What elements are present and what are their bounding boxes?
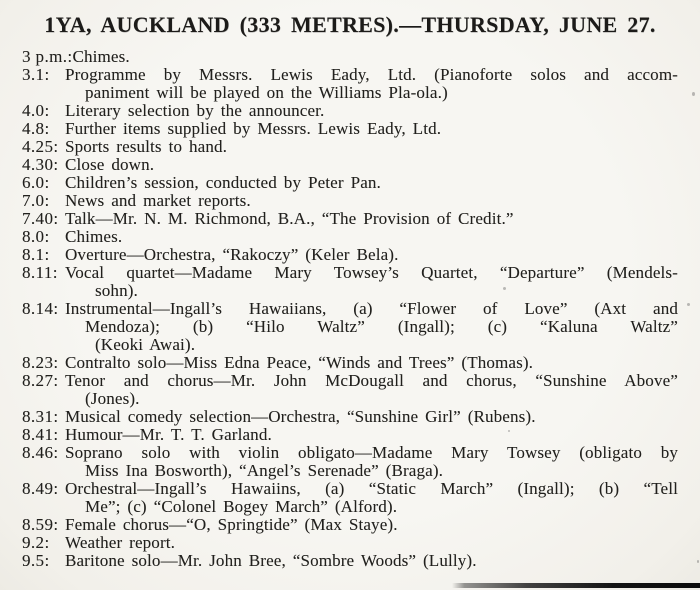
entry-description bbox=[65, 300, 678, 354]
entry-line: Baritone solo—Mr. John Bree, “Sombre Woods” (Lully). bbox=[65, 551, 477, 570]
entry-description bbox=[65, 138, 678, 156]
entry-time: 8.46: bbox=[22, 443, 59, 462]
entry-time: 7.0: bbox=[22, 191, 50, 210]
ink-speck bbox=[508, 430, 510, 432]
programme-entry bbox=[22, 300, 678, 354]
entry-description bbox=[65, 480, 678, 516]
entry-description bbox=[65, 372, 678, 408]
entry-description bbox=[65, 156, 678, 174]
entry-description bbox=[65, 66, 678, 102]
entry-time: 9.2: bbox=[22, 533, 50, 552]
programme-entry bbox=[22, 426, 678, 444]
entry-time: 7.40: bbox=[22, 209, 59, 228]
ink-speck bbox=[697, 560, 699, 563]
entry-line: (Keoki Awai). bbox=[95, 335, 196, 354]
programme-entry bbox=[22, 408, 678, 426]
entry-description bbox=[65, 210, 678, 228]
entry-line: Chimes. bbox=[65, 227, 123, 246]
entry-line: Programme by Messrs. Lewis Eady, Ltd. (Pianoforte solos and accom- bbox=[65, 65, 678, 84]
entry-description bbox=[65, 192, 678, 210]
programme-entry bbox=[22, 102, 678, 120]
entry-time: 3.1: bbox=[22, 65, 50, 84]
entry-time: 8.14: bbox=[22, 299, 59, 318]
entry-time: 8.27: bbox=[22, 371, 59, 390]
programme-entry bbox=[22, 354, 678, 372]
entry-line: Literary selection by the announcer. bbox=[65, 101, 325, 120]
entry-description bbox=[65, 408, 678, 426]
entry-time: 8.0: bbox=[22, 227, 50, 246]
entry-line: paniment will be played on the Williams Pla-ola.) bbox=[85, 83, 448, 102]
entry-description bbox=[65, 534, 678, 552]
programme-entry bbox=[22, 192, 678, 210]
entry-line: Musical comedy selection—Orchestra, “Sunshine Girl” (Rubens). bbox=[65, 407, 536, 426]
entry-description bbox=[65, 102, 678, 120]
entry-description bbox=[65, 516, 678, 534]
entry-description bbox=[65, 246, 678, 264]
entry-description bbox=[65, 264, 678, 300]
programme-entry bbox=[22, 228, 678, 246]
entry-line: Overture—Orchestra, “Rakoczy” (Keler Bela). bbox=[65, 245, 399, 264]
entry-line: News and market reports. bbox=[65, 191, 251, 210]
programme-entry bbox=[22, 534, 678, 552]
entry-time: 8.11: bbox=[22, 263, 58, 282]
programme-entry bbox=[22, 138, 678, 156]
entry-line: Children’s session, conducted by Peter Pan. bbox=[65, 173, 381, 192]
entry-line: Female chorus—“O, Springtide” (Max Staye). bbox=[65, 515, 398, 534]
entry-line: Me”; (c) “Colonel Bogey March” (Alford). bbox=[85, 497, 398, 516]
ink-speck bbox=[687, 303, 690, 306]
programme-entry bbox=[22, 372, 678, 408]
entry-line: Soprano solo with violin obligato—Madame Mary Towsey (obligato by bbox=[65, 443, 678, 462]
entry-line: (Jones). bbox=[85, 389, 140, 408]
entry-description bbox=[65, 354, 678, 372]
page-title: 1YA, AUCKLAND (333 METRES).—THURSDAY, JUNE 27. bbox=[44, 12, 656, 37]
entry-time: 3 p.m.: bbox=[22, 47, 73, 66]
entry-time: 4.25: bbox=[22, 137, 59, 156]
entry-line: Instrumental—Ingall’s Hawaiians, (a) “Flower of Love” (Axt and bbox=[65, 299, 678, 318]
entry-line: Humour—Mr. T. T. Garland. bbox=[65, 425, 272, 444]
programme-entry bbox=[22, 516, 678, 534]
entry-time: 8.31: bbox=[22, 407, 59, 426]
entry-line: Mendoza); (b) “Hilo Waltz” (Ingall); (c) “Kaluna Waltz” bbox=[85, 317, 678, 336]
entry-line: Vocal quartet—Madame Mary Towsey’s Quartet, “Departure” (Mendels- bbox=[65, 263, 678, 282]
entry-time: 8.1: bbox=[22, 245, 50, 264]
entry-line: Chimes. bbox=[72, 47, 130, 66]
entry-line: Further items supplied by Messrs. Lewis Eady, Ltd. bbox=[65, 119, 442, 138]
entry-time: 8.49: bbox=[22, 479, 59, 498]
entry-time: 4.8: bbox=[22, 119, 50, 138]
programme-entry bbox=[22, 480, 678, 516]
entry-time: 4.30: bbox=[22, 155, 59, 174]
entry-line: Close down. bbox=[65, 155, 155, 174]
ink-speck bbox=[503, 287, 506, 290]
entry-time: 9.5: bbox=[22, 551, 50, 570]
programme-entry bbox=[22, 264, 678, 300]
entry-time: 8.23: bbox=[22, 353, 59, 372]
entry-description bbox=[73, 48, 679, 66]
entry-line: Sports results to hand. bbox=[65, 137, 228, 156]
programme-entry bbox=[22, 552, 678, 570]
ink-speck bbox=[692, 92, 695, 96]
entry-description bbox=[65, 228, 678, 246]
programme-entry bbox=[22, 444, 678, 480]
entry-description bbox=[65, 444, 678, 480]
entry-description bbox=[65, 120, 678, 138]
programme-entry bbox=[22, 48, 678, 66]
entry-line: Talk—Mr. N. M. Richmond, B.A., “The Provision of Credit.” bbox=[65, 209, 514, 228]
programme-entry bbox=[22, 246, 678, 264]
entry-time: 8.59: bbox=[22, 515, 59, 534]
entry-time: 6.0: bbox=[22, 173, 50, 192]
entry-time: 8.41: bbox=[22, 425, 59, 444]
entry-line: sohn). bbox=[95, 281, 138, 300]
entry-description bbox=[65, 174, 678, 192]
entry-line: Miss Ina Bosworth), “Angel’s Serenade” (Braga). bbox=[85, 461, 444, 480]
bottom-print-rule bbox=[452, 583, 700, 588]
programme-entry bbox=[22, 174, 678, 192]
programme-entry bbox=[22, 120, 678, 138]
entry-line: Weather report. bbox=[65, 533, 176, 552]
entry-time: 4.0: bbox=[22, 101, 50, 120]
programme-listing bbox=[22, 48, 678, 570]
programme-entry bbox=[22, 210, 678, 228]
entry-description bbox=[65, 426, 678, 444]
entry-line: Orchestral—Ingall’s Hawaiins, (a) “Static March” (Ingall); (b) “Tell bbox=[65, 479, 678, 498]
entry-line: Contralto solo—Miss Edna Peace, “Winds and Trees” (Thomas). bbox=[65, 353, 534, 372]
entry-line: Tenor and chorus—Mr. John McDougall and chorus, “Sunshine Above” bbox=[65, 371, 678, 390]
programme-entry bbox=[22, 156, 678, 174]
entry-description bbox=[65, 552, 678, 570]
programme-entry bbox=[22, 66, 678, 102]
